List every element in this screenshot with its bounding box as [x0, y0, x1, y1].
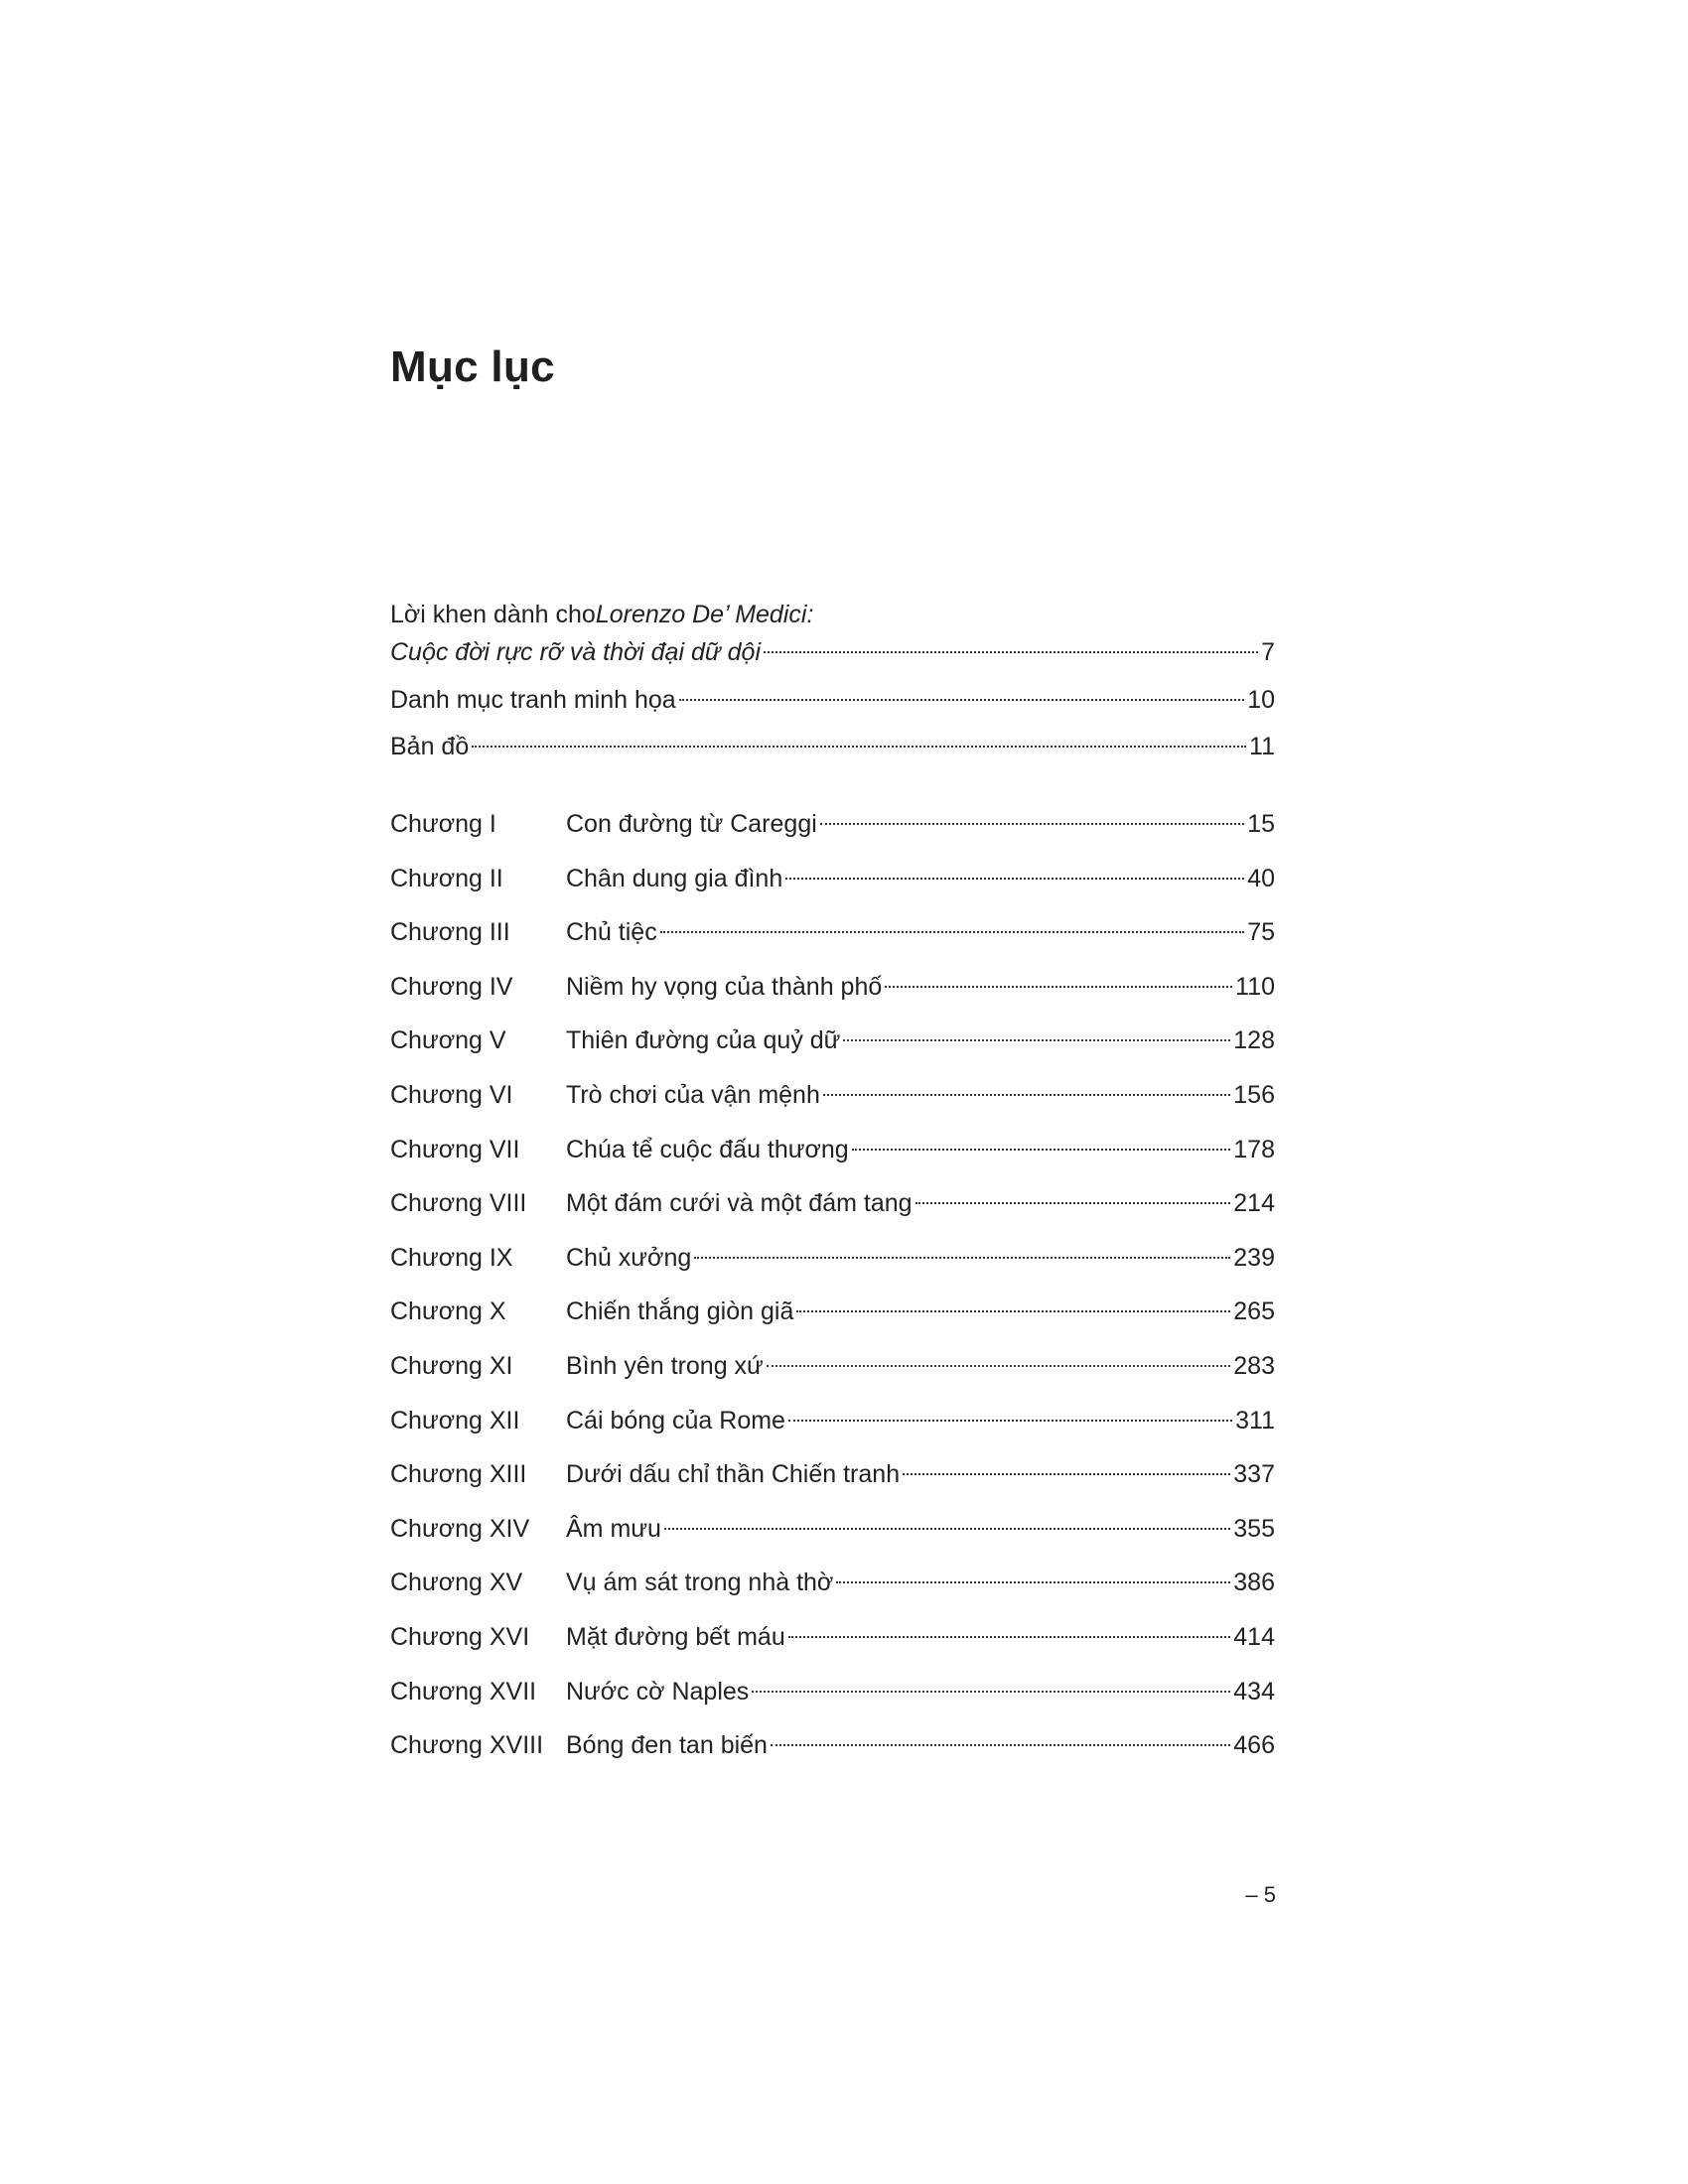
toc-chapter-row[interactable] — [390, 1673, 1275, 1727]
toc-chapter-row[interactable] — [390, 1239, 1275, 1294]
page-number: 40 — [1247, 864, 1275, 892]
chapter-label: Chương VIII — [390, 1189, 527, 1218]
chapter-entry — [566, 860, 1275, 897]
table-of-contents — [390, 596, 1275, 1781]
page-number: 337 — [1233, 1460, 1275, 1489]
page-number: 15 — [1247, 810, 1275, 838]
chapter-entry — [566, 1726, 1275, 1764]
page-number: 466 — [1233, 1731, 1275, 1760]
entry-title: Bản đồ — [390, 733, 470, 760]
dot-leader — [915, 1202, 1231, 1204]
praise-prefix: Lời khen dành cho — [390, 601, 596, 628]
chapter-title: Chủ xưởng — [566, 1243, 692, 1272]
chapter-label: Chương XII — [390, 1406, 520, 1434]
chapter-label: Chương XVIII — [390, 1731, 544, 1760]
dot-leader — [843, 1039, 1230, 1041]
toc-chapter-row[interactable] — [390, 968, 1275, 1023]
chapter-entry — [566, 968, 1275, 1006]
chapter-label: Chương XVII — [390, 1677, 537, 1706]
chapter-entry — [566, 1455, 1275, 1493]
toc-chapter-row[interactable] — [390, 1131, 1275, 1185]
toc-chapter-row[interactable] — [390, 1347, 1275, 1402]
toc-chapter-row[interactable] — [390, 1184, 1275, 1239]
section-gap — [390, 774, 1275, 805]
toc-chapter-row[interactable] — [390, 913, 1275, 968]
chapter-label: Chương XIII — [390, 1460, 527, 1489]
page-number: 214 — [1233, 1189, 1275, 1218]
chapter-title: Thiên đường của quỷ dữ — [566, 1026, 841, 1055]
chapter-label: Chương II — [390, 864, 503, 892]
dot-leader — [885, 986, 1232, 988]
toc-entry-illustrations[interactable] — [390, 681, 1275, 728]
chapter-title: Con đường từ Careggi — [566, 810, 817, 838]
chapter-title: Mặt đường bết máu — [566, 1622, 785, 1651]
chapter-list — [390, 805, 1275, 1781]
chapter-title: Chủ tiệc — [566, 918, 657, 947]
chapter-label: Chương XV — [390, 1569, 523, 1597]
dot-leader — [836, 1581, 1230, 1583]
chapter-title: Chúa tể cuộc đấu thương — [566, 1135, 849, 1163]
chapter-entry — [566, 1347, 1275, 1385]
page-number: 11 — [1249, 733, 1275, 760]
chapter-entry — [566, 1022, 1275, 1059]
page-number: 434 — [1233, 1677, 1275, 1706]
page-number: 156 — [1233, 1080, 1275, 1109]
chapter-entry — [566, 1510, 1275, 1548]
page-number: 110 — [1235, 972, 1275, 1001]
page-number: 128 — [1233, 1026, 1275, 1055]
chapter-title: Niềm hy vọng của thành phố — [566, 972, 883, 1001]
page-number: 10 — [1247, 686, 1275, 714]
page-number: 265 — [1233, 1297, 1275, 1326]
chapter-label: Chương I — [390, 810, 496, 838]
page-title: Mục lục — [390, 342, 555, 391]
chapter-title: Vụ ám sát trong nhà thờ — [566, 1569, 834, 1597]
page-number: 414 — [1233, 1622, 1275, 1651]
chapter-label: Chương IX — [390, 1243, 513, 1272]
praise-subtitle: Cuộc đời rực rỡ và thời đại dữ dội — [390, 638, 761, 666]
toc-chapter-row[interactable] — [390, 1726, 1275, 1781]
chapter-entry — [566, 805, 1275, 843]
dot-leader — [694, 1257, 1230, 1259]
toc-chapter-row[interactable] — [390, 1076, 1275, 1131]
chapter-title: Âm mưu — [566, 1514, 661, 1543]
toc-chapter-row[interactable] — [390, 1402, 1275, 1456]
toc-chapter-row[interactable] — [390, 1564, 1275, 1618]
praise-book-title: Lorenzo De’ Medici: — [595, 601, 814, 628]
chapter-title: Cái bóng của Rome — [566, 1406, 785, 1434]
chapter-label: Chương XI — [390, 1351, 513, 1380]
chapter-title: Nước cờ Naples — [566, 1677, 750, 1706]
dot-leader — [788, 1636, 1231, 1638]
chapter-title: Dưới dấu chỉ thần Chiến tranh — [566, 1460, 901, 1489]
dot-leader — [788, 1420, 1232, 1422]
chapter-entry — [566, 1673, 1275, 1710]
dot-leader — [785, 878, 1244, 880]
page-footer-number: – 5 — [1245, 1882, 1276, 1907]
page-number: 386 — [1233, 1569, 1275, 1597]
praise-second-line — [390, 633, 1275, 671]
entry-title: Danh mục tranh minh họa — [390, 686, 676, 714]
chapter-label: Chương XIV — [390, 1514, 530, 1543]
chapter-entry — [566, 1293, 1275, 1330]
dot-leader — [796, 1310, 1230, 1312]
chapter-label: Chương X — [390, 1297, 506, 1326]
toc-chapter-row[interactable] — [390, 805, 1275, 860]
chapter-label: Chương V — [390, 1026, 506, 1055]
dot-leader — [679, 699, 1245, 701]
dot-leader — [771, 1744, 1230, 1746]
page-number: 283 — [1233, 1351, 1275, 1380]
dot-leader — [767, 1365, 1230, 1367]
chapter-title: Bóng đen tan biến — [566, 1731, 768, 1760]
toc-chapter-row[interactable] — [390, 1022, 1275, 1076]
chapter-title: Chân dung gia đình — [566, 864, 783, 892]
chapter-label: Chương VII — [390, 1135, 520, 1163]
dot-leader — [752, 1691, 1230, 1693]
dot-leader — [823, 1094, 1230, 1096]
chapter-title: Một đám cưới và một đám tang — [566, 1189, 913, 1218]
dot-leader — [764, 651, 1258, 653]
dot-leader — [903, 1473, 1230, 1475]
chapter-label: Chương VI — [390, 1080, 513, 1109]
chapter-entry — [566, 1402, 1275, 1439]
chapter-entry — [566, 1564, 1275, 1601]
page-number: 178 — [1233, 1135, 1275, 1163]
chapter-label: Chương III — [390, 918, 510, 947]
dot-leader — [660, 931, 1244, 933]
page-number: 239 — [1233, 1243, 1275, 1272]
chapter-title: Bình yên trong xứ — [566, 1351, 764, 1380]
toc-chapter-row[interactable] — [390, 1455, 1275, 1510]
chapter-title: Trò chơi của vận mệnh — [566, 1080, 820, 1109]
toc-chapter-row[interactable] — [390, 860, 1275, 914]
chapter-title: Chiến thắng giòn giã — [566, 1297, 794, 1326]
dot-leader — [472, 746, 1246, 748]
chapter-entry — [566, 1076, 1275, 1114]
toc-chapter-row[interactable] — [390, 1293, 1275, 1347]
dot-leader — [820, 823, 1244, 825]
dot-leader — [852, 1149, 1231, 1151]
toc-chapter-row[interactable] — [390, 1510, 1275, 1565]
toc-entry-maps[interactable] — [390, 728, 1275, 774]
dot-leader — [664, 1528, 1230, 1530]
page-number: 311 — [1235, 1406, 1275, 1434]
chapter-entry — [566, 913, 1275, 951]
chapter-entry — [566, 1239, 1275, 1277]
chapter-label: Chương IV — [390, 972, 513, 1001]
page-number: 75 — [1247, 918, 1275, 947]
toc-entry-praise[interactable] — [390, 596, 1275, 681]
chapter-label: Chương XVI — [390, 1622, 530, 1651]
chapter-entry — [566, 1618, 1275, 1656]
chapter-entry — [566, 1184, 1275, 1222]
page-number: 7 — [1261, 638, 1275, 666]
toc-chapter-row[interactable] — [390, 1618, 1275, 1673]
chapter-entry — [566, 1131, 1275, 1168]
page-number: 355 — [1233, 1514, 1275, 1543]
praise-first-line — [390, 596, 1275, 633]
